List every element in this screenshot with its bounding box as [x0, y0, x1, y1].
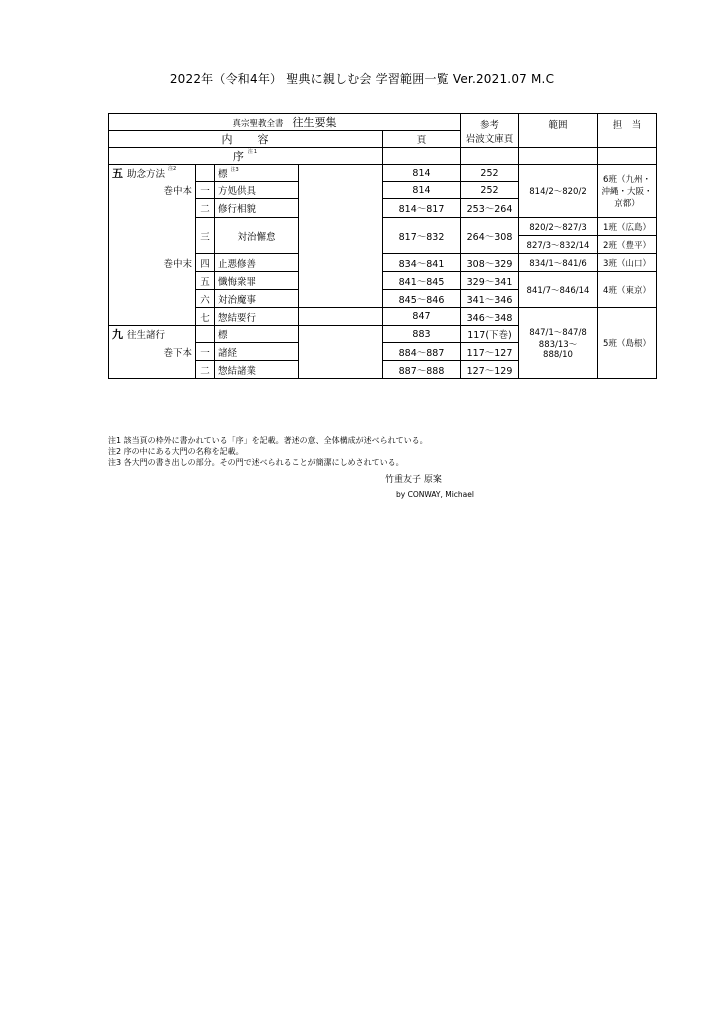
ref-header-line1: 参考 [479, 119, 499, 131]
document-title: 2022年（令和4年） 聖典に親しむ会 学習範囲一覧 Ver.2021.07 M.C [169, 72, 555, 86]
section-5-name: 助念方法 [127, 169, 166, 181]
blank-column-cell [299, 326, 383, 379]
empty-cell [519, 148, 598, 165]
row-page: 834～841 [383, 254, 461, 272]
row-name: 惣結諸業 [215, 361, 299, 379]
row-number: 七 [196, 308, 215, 326]
row-ref: 253～264 [461, 199, 519, 218]
volume-label: 巻下本 [109, 343, 196, 361]
book-title-label: 往生要集 [292, 116, 337, 129]
row-ref: 264～308 [461, 218, 519, 254]
row-number: 五 [196, 272, 215, 290]
range-cell: 834/1～841/6 [519, 254, 598, 272]
row-name: 修行相貌 [215, 199, 299, 218]
row-ref: 252 [461, 182, 519, 199]
row-note: 注3 [230, 167, 239, 173]
author: 竹重友子 原案 [385, 475, 442, 485]
volume-spacer [109, 272, 196, 290]
row-name: 方処供具 [215, 182, 299, 199]
tanto-cell: 2班（豊平） [598, 236, 657, 254]
note-1: 注1 該当頁の枠外に書かれている「序」を記載。著述の意、全体構成が述べられている。 [108, 436, 428, 445]
volume-spacer [109, 199, 196, 218]
tanto-line: 京都） [614, 199, 640, 209]
row-name: 対治懈怠 [215, 218, 299, 254]
tanto-cell: 3班（山口） [598, 254, 657, 272]
row-page: 814 [383, 182, 461, 199]
row-number: 二 [196, 199, 215, 218]
volume-label: 巻中本 [109, 182, 196, 199]
range-cell: 827/3～832/14 [519, 236, 598, 254]
row-ref: 117(下巻) [461, 326, 519, 343]
volume-spacer [109, 308, 196, 326]
book-title-cell [109, 114, 461, 131]
volume-spacer [109, 290, 196, 308]
jo-cell [109, 148, 383, 165]
range-line: 883/13～ [538, 340, 578, 350]
range-cell: 814/2～820/2 [519, 165, 598, 218]
row-page: 847 [383, 308, 461, 326]
row-number: 一 [196, 343, 215, 361]
row-number [196, 165, 215, 182]
row-number [196, 326, 215, 343]
ref-header-line2: 岩波文庫頁 [465, 133, 514, 145]
section-9-title [109, 326, 196, 343]
page-header: 頁 [383, 131, 461, 148]
volume-spacer [109, 361, 196, 379]
row-ref: 346～348 [461, 308, 519, 326]
row-number: 二 [196, 361, 215, 379]
row-ref: 308～329 [461, 254, 519, 272]
row-name: 標 [218, 169, 228, 180]
range-cell [519, 308, 598, 379]
section-9-number: 九 [112, 328, 123, 342]
jo-label: 序 [232, 150, 245, 163]
row-page: 884～887 [383, 343, 461, 361]
row-number: 三 [196, 218, 215, 254]
jo-note: 注1 [247, 149, 259, 155]
row-number: 四 [196, 254, 215, 272]
blank-column-cell [299, 308, 383, 326]
book-series-label: 真宗聖教全書 [232, 119, 284, 129]
row-page: 814 [383, 165, 461, 182]
study-range-table [108, 113, 657, 379]
row-name: 対治魔事 [215, 290, 299, 308]
tanto-cell [598, 165, 657, 218]
content-header: 内 容 [109, 131, 383, 148]
notes [108, 435, 428, 468]
empty-cell [461, 148, 519, 165]
row-name-cell [215, 165, 299, 182]
section-5-number: 五 [112, 167, 123, 181]
volume-spacer [109, 218, 196, 236]
range-line: 847/1～847/8 [529, 328, 587, 338]
row-ref: 252 [461, 165, 519, 182]
volume-label: 巻中末 [109, 254, 196, 272]
row-page: 814～817 [383, 199, 461, 218]
row-number: 六 [196, 290, 215, 308]
row-name: 止悪修善 [215, 254, 299, 272]
ref-header [461, 114, 519, 148]
row-page: 887～888 [383, 361, 461, 379]
volume-spacer [109, 236, 196, 254]
range-cell: 820/2～827/3 [519, 218, 598, 236]
tanto-line: 沖縄・大阪・ [601, 187, 653, 197]
row-page: 883 [383, 326, 461, 343]
row-name: 懺悔衆罪 [215, 272, 299, 290]
section-5-note: 注2 [168, 166, 177, 173]
empty-cell [598, 148, 657, 165]
tanto-cell: 4班（東京） [598, 272, 657, 308]
row-page: 841～845 [383, 272, 461, 290]
row-name: 標 [215, 326, 299, 343]
tanto-line: 6班（九州・ [603, 175, 651, 185]
note-2: 注2 序の中にある大門の名称を記載。 [108, 447, 244, 456]
row-page: 817～832 [383, 218, 461, 254]
row-page: 845～846 [383, 290, 461, 308]
row-number: 一 [196, 182, 215, 199]
row-ref: 329～341 [461, 272, 519, 290]
section-9-name: 往生諸行 [127, 330, 166, 342]
tanto-cell: 1班（広島） [598, 218, 657, 236]
row-ref: 117～127 [461, 343, 519, 361]
row-ref: 341～346 [461, 290, 519, 308]
row-ref: 127～129 [461, 361, 519, 379]
range-header: 範囲 [519, 114, 598, 148]
tanto-header: 担 当 [598, 114, 657, 148]
range-cell: 841/7～846/14 [519, 272, 598, 308]
tanto-cell: 5班（島根） [598, 308, 657, 379]
row-name: 諸経 [215, 343, 299, 361]
note-3: 注3 各大門の書き出しの部分。その門で述べられることが簡潔にしめされている。 [108, 458, 404, 467]
range-line: 888/10 [543, 350, 573, 360]
empty-cell [383, 148, 461, 165]
byline: by CONWAY, Michael [396, 490, 474, 499]
blank-column-cell [299, 165, 383, 308]
section-5-title [109, 165, 196, 182]
row-name: 惣結要行 [215, 308, 299, 326]
